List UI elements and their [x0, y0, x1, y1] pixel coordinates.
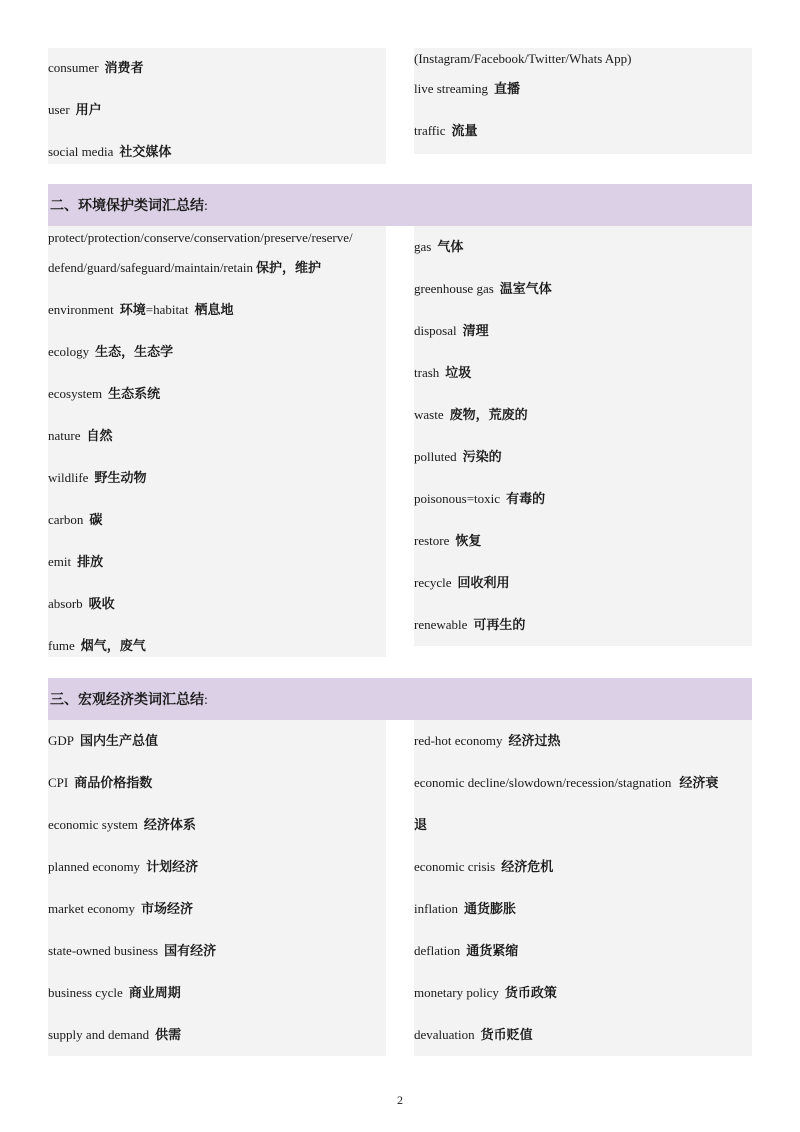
list-item: trash 垃圾: [414, 365, 472, 381]
list-item: fume 烟气，废气: [48, 638, 146, 654]
section3-right-block: [414, 720, 752, 1056]
list-item: monetary policy 货币政策: [414, 985, 557, 1001]
list-item: live streaming 直播: [414, 81, 521, 97]
list-item: devaluation 货币贬值: [414, 1027, 533, 1043]
list-item: wildlife 野生动物: [48, 470, 147, 486]
list-item: polluted 污染的: [414, 449, 502, 465]
list-item: greenhouse gas 温室气体: [414, 281, 552, 297]
section3-left-block: [48, 720, 386, 1056]
list-item: carbon 碳: [48, 512, 103, 528]
list-item: environment 环境=habitat 栖息地: [48, 302, 234, 318]
list-item: absorb 吸收: [48, 596, 115, 612]
list-item: economic system 经济体系: [48, 817, 196, 833]
list-item: business cycle 商业周期: [48, 985, 181, 1001]
list-item: CPI 商品价格指数: [48, 775, 153, 791]
list-item: traffic 流量: [414, 123, 478, 139]
list-item: emit 排放: [48, 554, 104, 570]
list-item: economic decline/slowdown/recession/stagnation 经济衰: [414, 775, 719, 791]
section2-heading: 二、环境保护类词汇总结:: [48, 184, 752, 226]
list-item: economic crisis 经济危机: [414, 859, 554, 875]
list-item: nature 自然: [48, 428, 113, 444]
list-item: market economy 市场经济: [48, 901, 194, 917]
list-item: inflation 通货膨胀: [414, 901, 517, 917]
list-item: (Instagram/Facebook/Twitter/Whats App): [414, 51, 632, 66]
list-item: social media 社交媒体: [48, 144, 172, 160]
list-item: consumer 消费者: [48, 60, 144, 76]
list-item: deflation 通货紧缩: [414, 943, 519, 959]
list-item: state-owned business 国有经济: [48, 943, 217, 959]
list-item: ecology 生态，生态学: [48, 344, 174, 360]
list-item: poisonous=toxic 有毒的: [414, 491, 546, 507]
list-item: user 用户: [48, 102, 102, 118]
section1-right-block: [414, 48, 752, 154]
section1-left-block: [48, 48, 386, 164]
list-item: waste 废物，荒废的: [414, 407, 528, 423]
section3-heading: 三、宏观经济类词汇总结:: [48, 678, 752, 720]
list-item: GDP 国内生产总值: [48, 733, 159, 749]
section2-right-block: [414, 226, 752, 646]
list-item: gas 气体: [414, 239, 464, 255]
list-item: planned economy 计划经济: [48, 859, 199, 875]
list-item: red-hot economy 经济过热: [414, 733, 561, 749]
list-item: renewable 可再生的: [414, 617, 526, 633]
list-item: supply and demand 供需: [48, 1027, 182, 1043]
list-item: ecosystem 生态系统: [48, 386, 161, 402]
page-number: 2: [397, 1093, 403, 1107]
list-item: protect/protection/conserve/conservation/preserve/reserve/: [48, 230, 353, 245]
list-item: defend/guard/safeguard/maintain/retain 保护，维护: [48, 260, 322, 276]
list-item: recycle 回收利用: [414, 575, 510, 591]
section2-left-block: [48, 226, 386, 657]
list-item: disposal 清理: [414, 323, 489, 339]
list-item: restore 恢复: [414, 533, 482, 549]
list-item: 退: [414, 818, 428, 833]
